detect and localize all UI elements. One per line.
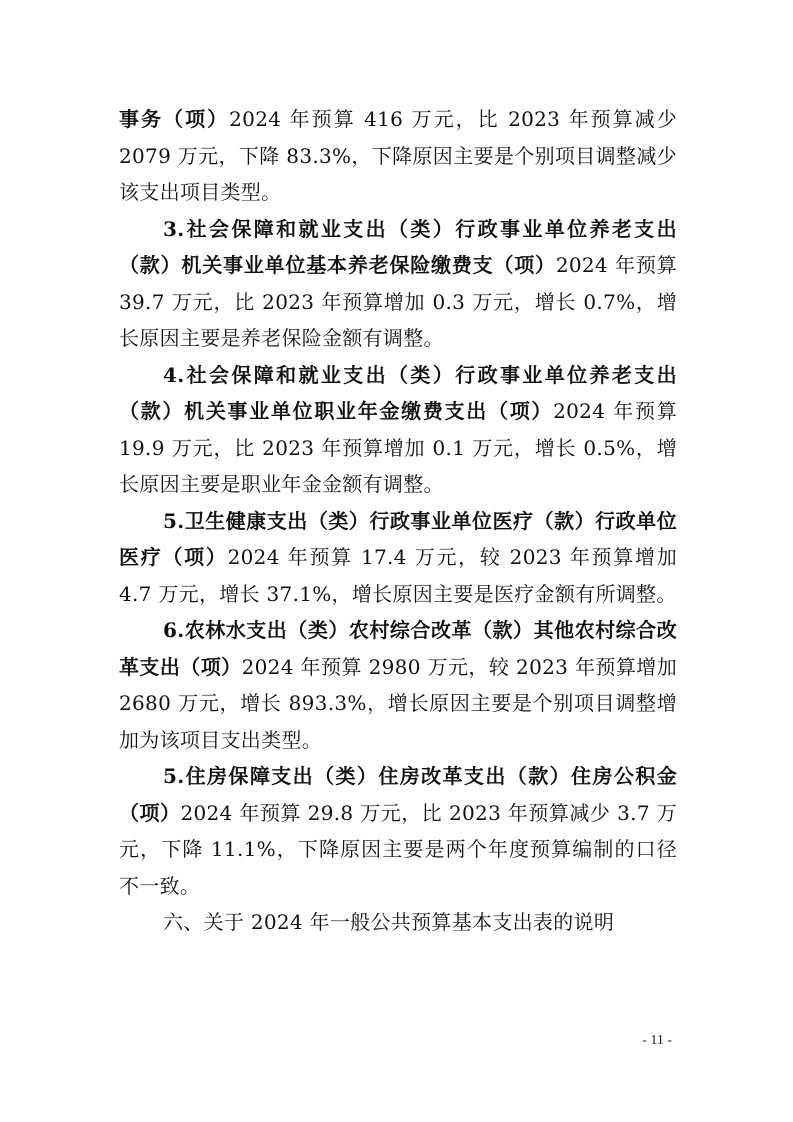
- paragraph-item-1-text: 2024 年预算 416 万元，比 2023 年预算减少 2079 万元，下降 83.3%，下降原因主要是个别项目调整减少该支出项目类型。: [119, 107, 677, 204]
- paragraph-item-3-heading: 4.社会保障和就业支出（类）行政事业单位养老支出（款）机关事业单位职业年金缴费支出（项）: [119, 362, 677, 423]
- paragraph-item-2-heading: 3.社会保障和就业支出（类）行政事业单位养老支出（款）机关事业单位基本养老保险缴费支（项）: [119, 216, 677, 277]
- paragraph-item-4: [119, 503, 677, 613]
- paragraph-item-6-heading: 5.住房保障支出（类）住房改革支出（款）住房公积金（项）: [119, 764, 677, 825]
- paragraph-item-2-text: 2024 年预算 39.7 万元，比 2023 年预算增加 0.3 万元，增长 0.7%，增长原因主要是养老保险金额有调整。: [119, 253, 677, 350]
- document-body: [119, 101, 677, 941]
- paragraph-item-4-text: 2024 年预算 17.4 万元，较 2023 年预算增加 4.7 万元，增长 37.1%，增长原因主要是医疗金额有所调整。: [119, 545, 677, 606]
- paragraph-item-1: [119, 101, 677, 211]
- paragraph-item-6: [119, 758, 677, 904]
- paragraph-item-5: [119, 612, 677, 758]
- page-number: - 11 -: [642, 1033, 672, 1048]
- paragraph-item-6-text: 2024 年预算 29.8 万元，比 2023 年预算减少 3.7 万元，下降 11.1%，下降原因主要是两个年度预算编制的口径不一致。: [119, 800, 678, 898]
- paragraph-item-3: [119, 357, 677, 503]
- paragraph-item-4-heading: 5.卫生健康支出（类）行政事业单位医疗（款）行政单位医疗（项）: [119, 508, 677, 569]
- paragraph-item-5-text: 2024 年预算 2980 万元，较 2023 年预算增加 2680 万元，增长 893.3%，增长原因主要是个别项目调整增加为该项目支出类型。: [119, 654, 677, 752]
- paragraph-item-3-text: 2024 年预算 19.9 万元，比 2023 年预算增加 0.1 万元，增长 0.5%，增长原因主要是职业年金金额有调整。: [119, 399, 677, 496]
- section-heading: 六、关于 2024 年一般公共预算基本支出表的说明: [163, 910, 615, 934]
- paragraph-item-2: [119, 211, 677, 357]
- paragraph-item-1-heading: 事务（项）: [119, 107, 230, 131]
- paragraph-item-5-heading: 6.农林水支出（类）农村综合改革（款）其他农村综合改革支出（项）: [119, 618, 677, 679]
